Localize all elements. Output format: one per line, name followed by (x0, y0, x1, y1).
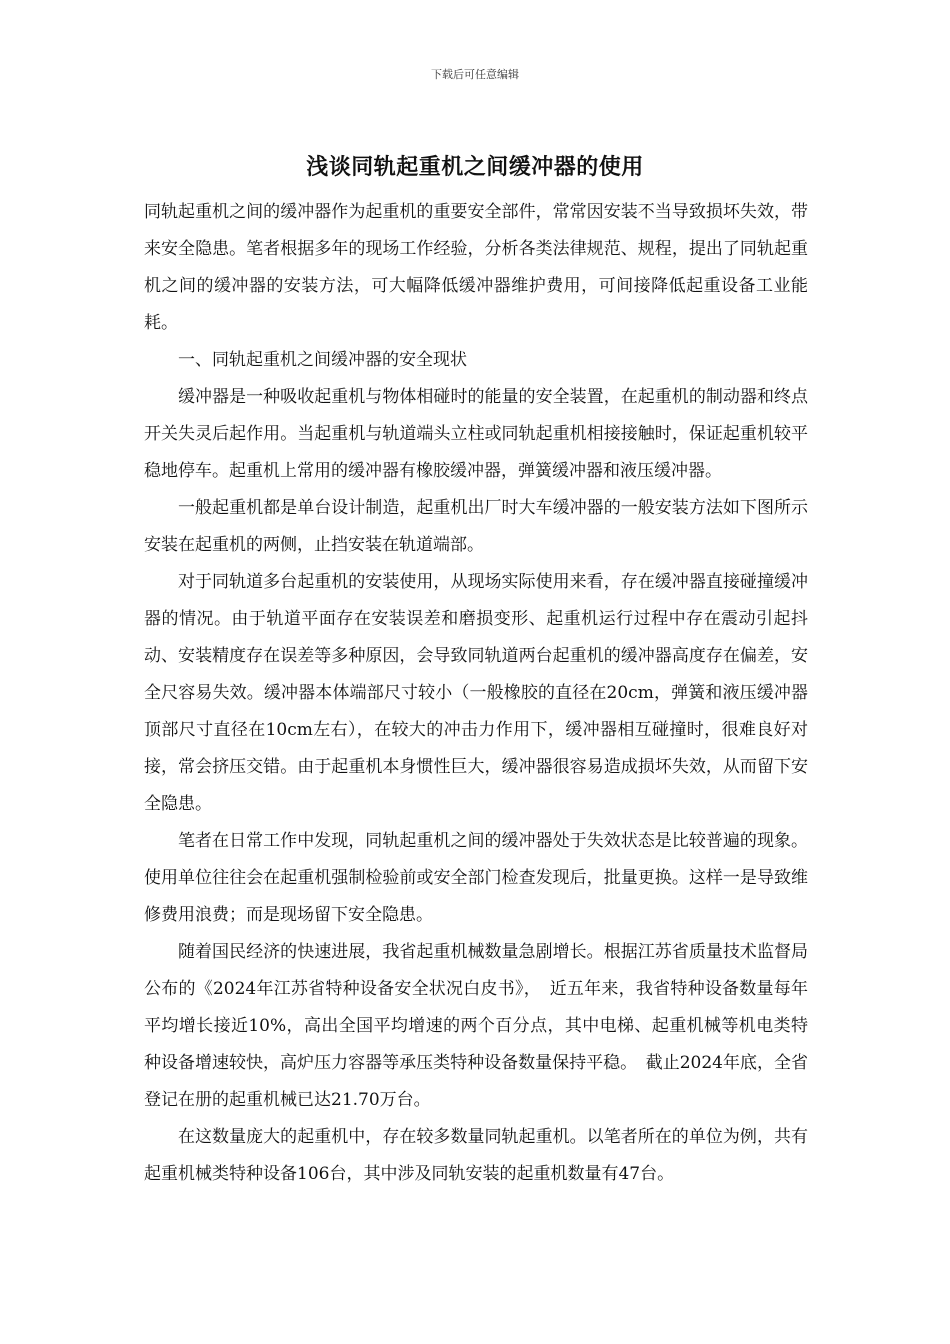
document-title: 浅谈同轨起重机之间缓冲器的使用 (306, 155, 644, 180)
section-heading-1: 一、同轨起重机之间缓冲器的安全现状 (178, 350, 467, 370)
paragraph-buffer-definition: 缓冲器是一种吸收起重机与物体相碰时的能量的安全装置，在起重机的制动器和终点开关失灵后起作用。当起重机与轨道端头立柱或同轨起重机相接接触时，保证起重机较平稳地停车。起重机上常用的缓冲器有橡胶缓冲器，弹簧缓冲器和液压缓冲器。 (144, 387, 808, 481)
header-note: 下载后可任意编辑 (431, 68, 519, 81)
paragraph-failure-observation: 笔者在日常工作中发现，同轨起重机之间的缓冲器处于失效状态是比较普遍的现象。使用单位往往会在起重机强制检验前或安全部门检查发现后，批量更换。这样一是导致维修费用浪费；而是现场留下安全隐患。 (144, 831, 808, 925)
intro-paragraph: 同轨起重机之间的缓冲器作为起重机的重要安全部件，常常因安装不当导致损坏失效，带来安全隐患。笔者根据多年的现场工作经验，分析各类法律规范、规程，提出了同轨起重机之间的缓冲器的安装方法，可大幅降低缓冲器维护费用，可间接降低起重设备工业能耗。 (144, 202, 808, 333)
document-body (144, 194, 808, 1193)
paragraph-same-rail-issues: 对于同轨道多台起重机的安装使用，从现场实际使用来看，存在缓冲器直接碰撞缓冲器的情况。由于轨道平面存在安装误差和磨损变形、起重机运行过程中存在震动引起抖动、安装精度存在误差等多种原因，会导致同轨道两台起重机的缓冲器高度存在偏差，安全尺容易失效。缓冲器本体端部尺寸较小（一般橡胶的直径在20cm，弹簧和液压缓冲器顶部尺寸直径在10cm左右），在较大的冲击力作用下，缓冲器相互碰撞时，很难良好对接，常会挤压交错。由于起重机本身惯性巨大，缓冲器很容易造成损坏失效，从而留下安全隐患。 (144, 572, 808, 814)
paragraph-installation-method: 一般起重机都是单台设计制造，起重机出厂时大车缓冲器的一般安装方法如下图所示安装在起重机的两侧，止挡安装在轨道端部。 (144, 498, 808, 555)
paragraph-example-unit: 在这数量庞大的起重机中，存在较多数量同轨起重机。以笔者所在的单位为例，共有起重机械类特种设备106台，其中涉及同轨安装的起重机数量有47台。 (144, 1127, 808, 1184)
paragraph-statistics: 随着国民经济的快速进展，我省起重机械数量急剧增长。根据江苏省质量技术监督局公布的《2024年江苏省特种设备安全状况白皮书》， 近五年来，我省特种设备数量每年平均增长接近10%，高出全国平均增速的两个百分点，其中电梯、起重机械等机电类特种设备增速较快，高炉压力容器等承压类特种设备数量保持平稳。 截止2024年底，全省登记在册的起重机械已达21.70万台。 (144, 942, 808, 1110)
